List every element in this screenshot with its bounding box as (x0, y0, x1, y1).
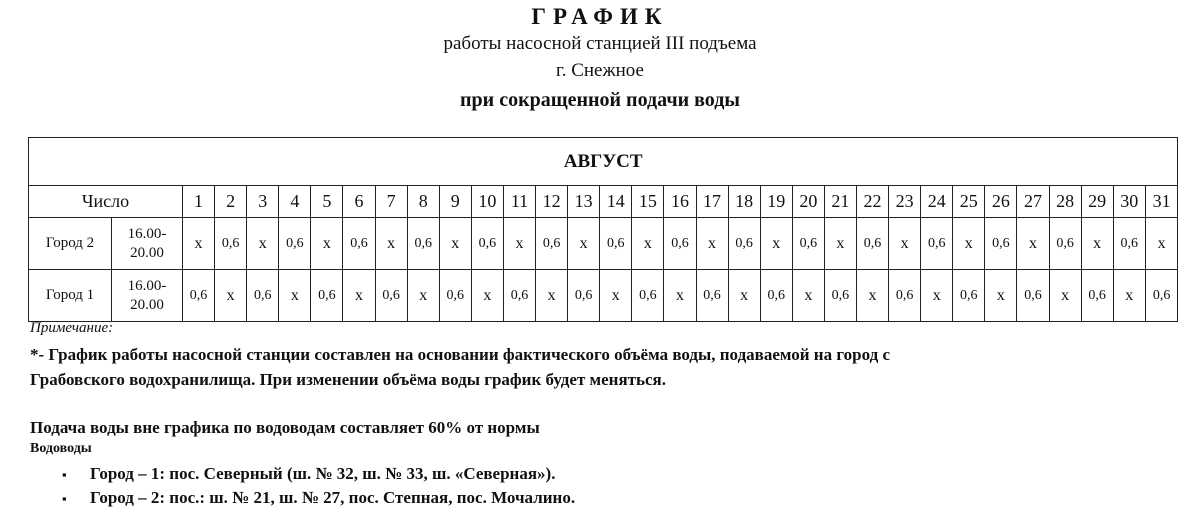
schedule-value: 0,6 (471, 218, 503, 270)
day-number: 10 (471, 186, 503, 218)
time-range (112, 270, 183, 322)
schedule-value: 0,6 (889, 270, 921, 322)
schedule-value: 0,6 (856, 218, 888, 270)
time-start: 16.00- (127, 277, 167, 294)
schedule-value: х (183, 218, 215, 270)
day-number: 18 (728, 186, 760, 218)
schedule-value: х (215, 270, 247, 322)
day-number: 21 (824, 186, 856, 218)
day-header-row (29, 186, 1178, 218)
day-number: 29 (1081, 186, 1113, 218)
bullet-icon: ▪ (62, 491, 67, 507)
schedule-value: 0,6 (568, 270, 600, 322)
day-number: 1 (183, 186, 215, 218)
schedule-value: 0,6 (1081, 270, 1113, 322)
schedule-value: х (889, 218, 921, 270)
note-line-2: Грабовского водохранилища. При изменении объёма воды график будет меняться. (30, 370, 666, 389)
day-number: 26 (985, 186, 1017, 218)
schedule-value: 0,6 (375, 270, 407, 322)
schedule-value: 0,6 (247, 270, 279, 322)
schedule-value: х (568, 218, 600, 270)
month-row (29, 138, 1178, 186)
vodovody-label: Водоводы (30, 441, 92, 456)
day-number: 16 (664, 186, 696, 218)
schedule-value: х (600, 270, 632, 322)
schedule-value: х (247, 218, 279, 270)
table-row (29, 218, 1178, 270)
schedule-value: 0,6 (824, 270, 856, 322)
schedule-value: х (1049, 270, 1081, 322)
day-number: 22 (856, 186, 888, 218)
day-number: 27 (1017, 186, 1049, 218)
schedule-value: 0,6 (311, 270, 343, 322)
schedule-value: 0,6 (953, 270, 985, 322)
day-number: 24 (921, 186, 953, 218)
schedule-value: 0,6 (1017, 270, 1049, 322)
schedule-value: х (503, 218, 535, 270)
subtitle-mode: при сокращенной подачи воды (460, 89, 740, 111)
day-number: 8 (407, 186, 439, 218)
day-number: 14 (600, 186, 632, 218)
schedule-value: х (439, 218, 471, 270)
city-name: Город 2 (29, 218, 112, 270)
day-number: 25 (953, 186, 985, 218)
subtitle-station: работы насосной станцией III подъема (443, 33, 757, 54)
list-item-text: Город – 2: пос.: ш. № 21, ш. № 27, пос. Степная, пос. Мочалино. (90, 488, 576, 507)
time-start: 16.00- (127, 225, 167, 242)
day-number: 13 (568, 186, 600, 218)
schedule-value: 0,6 (183, 270, 215, 322)
schedule-value: х (375, 218, 407, 270)
day-number: 7 (375, 186, 407, 218)
day-number: 19 (760, 186, 792, 218)
schedule-value: х (343, 270, 375, 322)
schedule-value: 0,6 (921, 218, 953, 270)
schedule-value: 0,6 (664, 218, 696, 270)
day-number: 6 (343, 186, 375, 218)
day-number: 2 (215, 186, 247, 218)
schedule-value: х (985, 270, 1017, 322)
city-name: Город 1 (29, 270, 112, 322)
schedule-value: х (696, 218, 728, 270)
supply-note: Подача воды вне графика по водоводам составляет 60% от нормы (30, 418, 540, 437)
schedule-value: х (407, 270, 439, 322)
page-title: ГРАФИК (531, 4, 669, 29)
schedule-table (28, 137, 1178, 322)
day-number: 12 (536, 186, 568, 218)
list-item-text: Город – 1: пос. Северный (ш. № 32, ш. № 33, ш. «Северная»). (90, 464, 556, 483)
schedule-value: х (311, 218, 343, 270)
day-number: 17 (696, 186, 728, 218)
list-item (62, 488, 575, 508)
schedule-value: 0,6 (632, 270, 664, 322)
schedule-value: х (664, 270, 696, 322)
schedule-value: х (1017, 218, 1049, 270)
schedule-value: х (792, 270, 824, 322)
day-number: 15 (632, 186, 664, 218)
bullet-icon: ▪ (62, 467, 67, 483)
day-number: 9 (439, 186, 471, 218)
schedule-value: 0,6 (600, 218, 632, 270)
schedule-value: х (953, 218, 985, 270)
schedule-value: 0,6 (696, 270, 728, 322)
schedule-value: 0,6 (407, 218, 439, 270)
time-end: 20.00 (130, 296, 164, 313)
schedule-value: 0,6 (1145, 270, 1178, 322)
table-row (29, 270, 1178, 322)
subtitle-city: г. Снежное (556, 60, 644, 81)
schedule-value: х (760, 218, 792, 270)
schedule-value: х (632, 218, 664, 270)
schedule-value: х (824, 218, 856, 270)
time-end: 20.00 (130, 244, 164, 261)
schedule-value: 0,6 (343, 218, 375, 270)
schedule-value: 0,6 (1049, 218, 1081, 270)
schedule-value: 0,6 (985, 218, 1017, 270)
schedule-value: х (728, 270, 760, 322)
schedule-value: 0,6 (1113, 218, 1145, 270)
note-line-1: *- График работы насосной станции составлен на основании фактического объёма воды, подаваемой на город с (30, 345, 890, 364)
schedule-value: 0,6 (728, 218, 760, 270)
day-number: 11 (503, 186, 535, 218)
schedule-value: 0,6 (760, 270, 792, 322)
time-range (112, 218, 183, 270)
schedule-value: х (1145, 218, 1178, 270)
schedule-value: х (536, 270, 568, 322)
list-item (62, 464, 555, 484)
schedule-value: 0,6 (536, 218, 568, 270)
schedule-value: 0,6 (215, 218, 247, 270)
day-number: 28 (1049, 186, 1081, 218)
day-number: 30 (1113, 186, 1145, 218)
schedule-value: х (1081, 218, 1113, 270)
schedule-value: х (279, 270, 311, 322)
day-header-label: Число (29, 186, 183, 218)
note-label: Примечание: (30, 320, 114, 336)
day-number: 5 (311, 186, 343, 218)
day-number: 4 (279, 186, 311, 218)
day-number: 31 (1145, 186, 1178, 218)
schedule-value: х (856, 270, 888, 322)
schedule-value: 0,6 (439, 270, 471, 322)
schedule-value: 0,6 (503, 270, 535, 322)
schedule-value: 0,6 (792, 218, 824, 270)
day-number: 23 (889, 186, 921, 218)
schedule-value: х (471, 270, 503, 322)
day-number: 20 (792, 186, 824, 218)
schedule-value: 0,6 (279, 218, 311, 270)
schedule-value: х (921, 270, 953, 322)
month-cell: АВГУСТ (29, 138, 1178, 186)
day-number: 3 (247, 186, 279, 218)
schedule-value: х (1113, 270, 1145, 322)
